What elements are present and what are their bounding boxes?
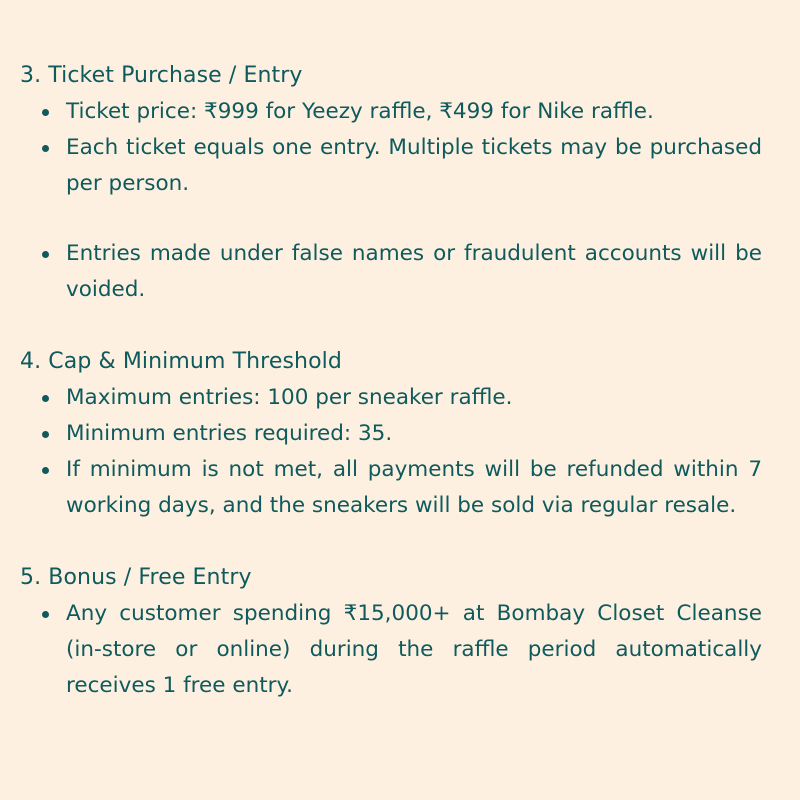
section-ticket-purchase [20,58,762,308]
rule-item: Entries made under false names or fraudulent accounts will be voided. [20,236,762,308]
rule-list [20,380,762,524]
section-title: 3. Ticket Purchase / Entry [20,63,303,88]
section-cap-threshold [20,344,762,524]
rule-item: Any customer spending ₹15,000+ at Bombay Closet Cleanse (in-store or online) during the raffle period automatically receives 1 free entry. [20,596,762,704]
rule-item: Each ticket equals one entry. Multiple tickets may be purchased per person. [20,130,762,202]
rule-list [20,94,762,308]
rule-item: Minimum entries required: 35. [20,416,762,452]
section-title: 4. Cap & Minimum Threshold [20,349,342,374]
section-bonus-entry [20,560,762,704]
rule-list [20,596,762,704]
rule-item: Maximum entries: 100 per sneaker raffle. [20,380,762,416]
rule-item: Ticket price: ₹999 for Yeezy raffle, ₹499 for Nike raffle. [20,94,762,130]
rule-item: If minimum is not met, all payments will be refunded within 7 working days, and the sneakers will be sold via regular resale. [20,452,762,524]
section-title: 5. Bonus / Free Entry [20,565,252,590]
